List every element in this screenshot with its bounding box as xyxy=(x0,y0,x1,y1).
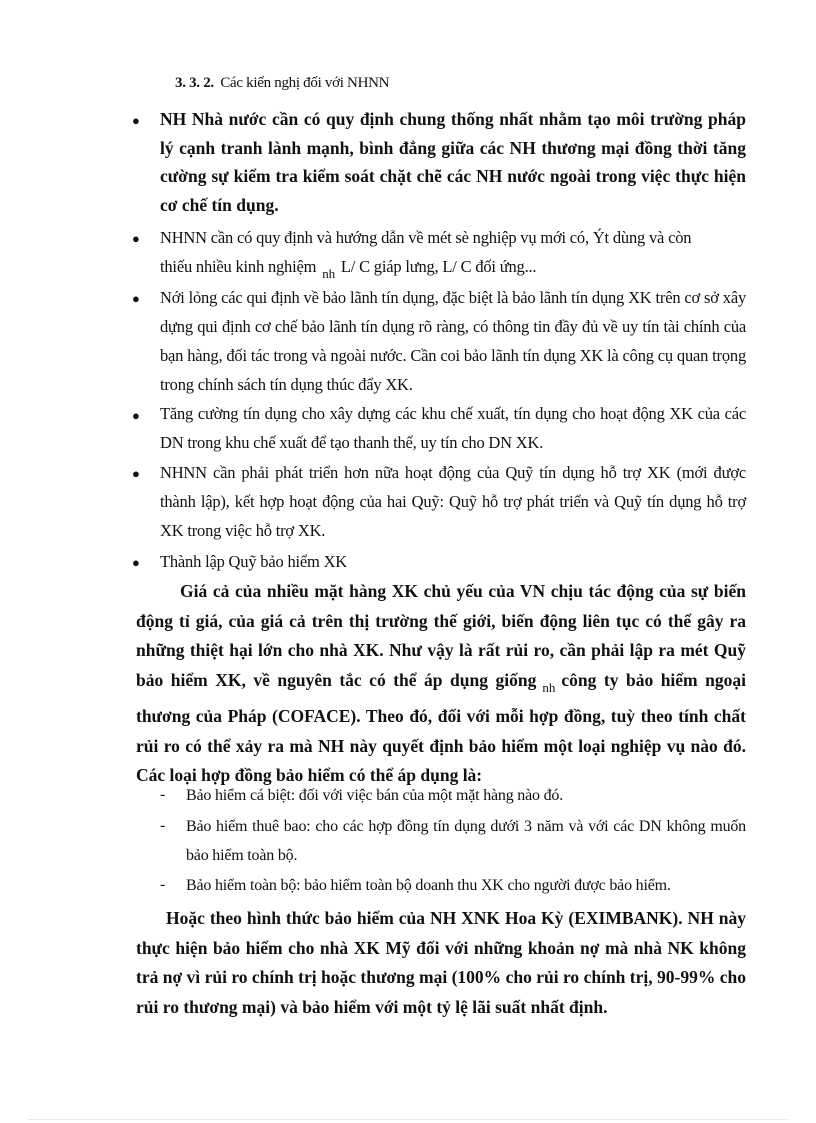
bullet-item-6: Thành lập Quỹ bảo hiểm XK xyxy=(160,552,347,571)
bullet-marker: ● xyxy=(132,291,140,306)
paragraph-insurance-fund xyxy=(136,577,746,791)
dash-item-3: Bảo hiểm toàn bộ: bảo hiểm toàn bộ doanh thu XK cho người được bảo hiểm. xyxy=(186,877,671,894)
dash-marker: - xyxy=(160,817,166,834)
dash-marker: - xyxy=(160,876,166,893)
dash-marker: - xyxy=(160,786,166,803)
dash-item-2: Bảo hiểm thuê bao: cho các hợp đồng tín dụng dưới 3 năm và với các DN không muốn bảo hiểm toàn bộ. xyxy=(186,818,746,864)
bullet-marker: ● xyxy=(132,113,140,128)
bullet-item-3: Nới lỏng các qui định về bảo lãnh tín dụng, đặc biệt là bảo lãnh tín dụng XK trên cơ sở xây dựng qui định cơ chế bảo lãnh tín dụng rõ ràng, có thông tin đầy đủ về uy tín tài chính của bạn hàng, đối tác trong và ngoài nước. Cần coi bảo lãnh tín dụng XK là công cụ quan trọng trong chính sách tín dụng thúc đẩy XK. xyxy=(160,288,746,394)
bullet-item-2-line1: NHNN cần có quy định và hướng dẫn về mét sè nghiệp vụ mới có, Ýt dùng và còn xyxy=(160,228,692,247)
subscript-text: nh xyxy=(322,266,335,281)
bullet-marker: ● xyxy=(132,466,140,481)
section-number: 3. 3. 2. xyxy=(175,75,214,91)
subscript-text: nh xyxy=(542,679,556,695)
bullet-marker: ● xyxy=(132,408,140,423)
bullet-item-4: Tăng cường tín dụng cho xây dựng các khu chế xuất, tín dụng cho hoạt động XK của các DN trong khu chế xuất để tạo thanh thế, uy tín cho DN XK. xyxy=(160,404,746,452)
bullet-marker: ● xyxy=(132,231,140,246)
bullet-item-2 xyxy=(160,223,746,288)
bullet-item-2-post: L/ C giáp lưng, L/ C đối ứng... xyxy=(340,257,537,276)
page-bottom-rule xyxy=(28,1119,788,1120)
section-heading xyxy=(175,75,389,92)
paragraph-1-pre: Giá cả của nhiều mặt hàng XK chủ yếu của VN chịu tác động của sự biến động tỉ giá, của giá cả trên thị trường thế giới, biến động liên tục có thể gây ra những thiệt hại lớn cho nhà XK. Như vậy là rất rủi ro, cần phải lập ra mét Quỹ bảo hiểm XK, về nguyên tắc có thể áp dụng giống xyxy=(136,581,746,690)
bullet-item-2-pre: thiếu nhiều kinh nghiệm xyxy=(160,257,317,276)
bullet-item-5: NHNN cần phải phát triển hơn nữa hoạt động của Quỹ tín dụng hỗ trợ XK (mới được thành lập), kết hợp hoạt động của hai Quỹ: Quỹ hỗ trợ phát triển và Quỹ tín dụng hỗ trợ XK trong việc hỗ trợ XK. xyxy=(160,463,746,540)
bullet-item-1: NH Nhà nước cần có quy định chung thống nhất nhằm tạo môi trường pháp lý cạnh tranh lành mạnh, bình đẳng giữa các NH thương mại đồng thời tăng cường sự kiểm tra kiểm soát chặt chẽ các NH nước ngoài trong việc thực hiện cơ chế tín dụng. xyxy=(160,109,746,215)
dash-item-1: Bảo hiểm cá biệt: đối với việc bán của một mặt hàng nào đó. xyxy=(186,787,563,804)
paragraph-eximbank: Hoặc theo hình thức bảo hiểm của NH XNK Hoa Kỳ (EXIMBANK). NH này thực hiện bảo hiểm cho nhà XK Mỹ đối với những khoản nợ mà nhà NK không trả nợ vì rủi ro chính trị hoặc thương mại (100% cho rủi ro chính trị, 90-99% cho rủi ro thương mại) và bảo hiểm với một tỷ lệ lãi suất nhất định. xyxy=(136,908,746,1017)
bullet-marker: ● xyxy=(132,555,140,570)
paragraph-1-post: công ty bảo hiểm ngoại thương của Pháp (COFACE). Theo đó, đối với mỗi hợp đồng, tuỳ theo tính chất rủi ro có thể xảy ra mà NH này quyết định bảo hiểm một loại nghiệp vụ nào đó. Các loại hợp đồng bảo hiểm có thể áp dụng là: xyxy=(136,669,746,785)
section-title: Các kiến nghị đối với NHNN xyxy=(220,75,390,91)
